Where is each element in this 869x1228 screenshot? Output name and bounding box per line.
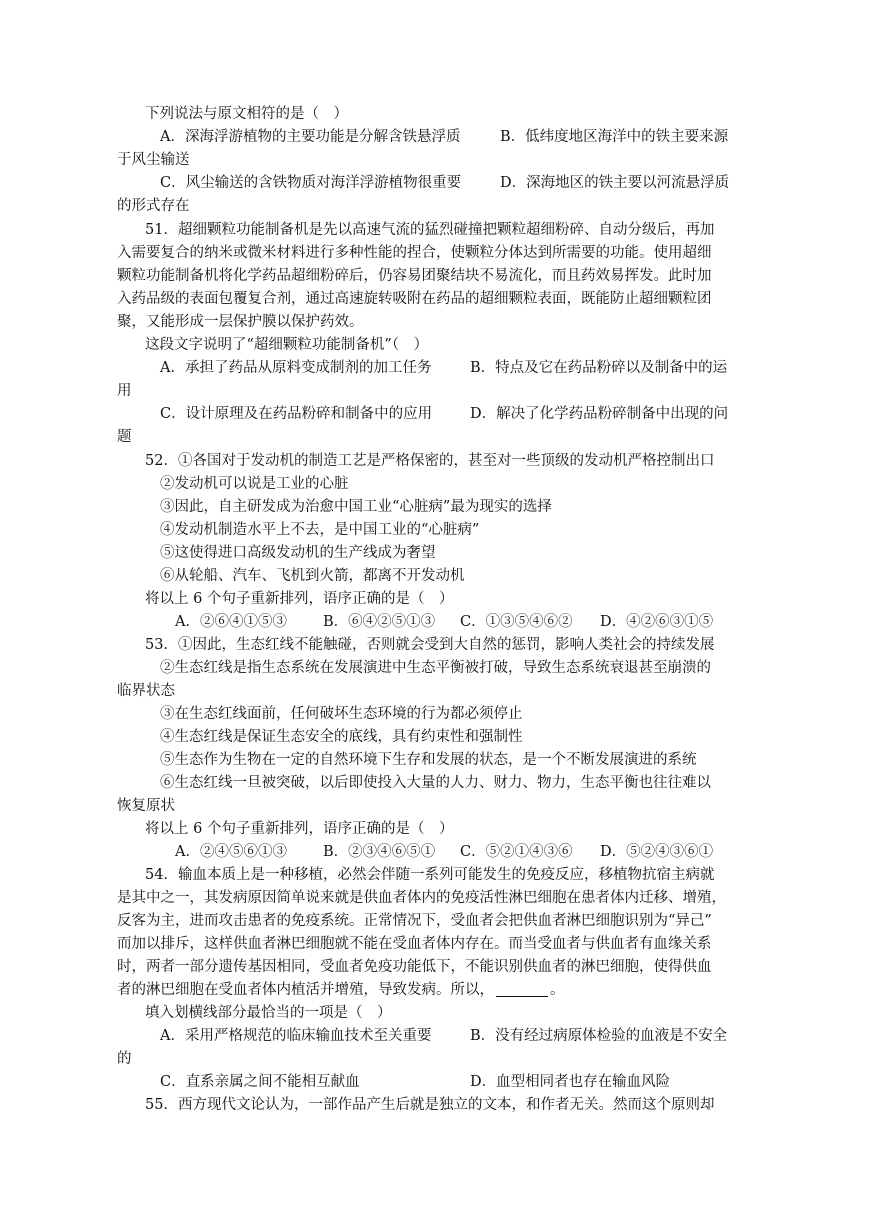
q52-sentence-5: ⑤这使得进口高级发动机的生产线成为奢望 xyxy=(160,545,436,561)
q50-stem: 下列说法与原文相符的是（ ） xyxy=(145,106,348,122)
q54-paragraph-last-line xyxy=(117,979,565,1001)
q51-option-b: B．特点及它在药品粉碎以及制备中的运 xyxy=(470,360,728,376)
q53-sentence-4: ④生态红线是保证生态安全的底线，具有约束性和强制性 xyxy=(160,729,523,745)
q51-paragraph-line: 51．超细颗粒功能制备机是先以高速气流的猛烈碰撞把颗粒超细粉碎、自动分级后，再加 xyxy=(145,222,715,238)
q53-sentence-1: 53．①因此，生态红线不能触碰，否则就会受到大自然的惩罚，影响人类社会的持续发展 xyxy=(145,637,715,653)
q54-option-b-cont: 的 xyxy=(117,1051,132,1067)
q53-sentence-2: ②生态红线是指生态系统在发展演进中生态平衡被打破，导致生态系统衰退甚至崩溃的 xyxy=(160,660,711,676)
q53-sentence-2-cont: 临界状态 xyxy=(117,683,175,699)
q53-sentence-3: ③在生态红线面前，任何破坏生态环境的行为都必须停止 xyxy=(160,706,523,722)
q52-sentence-2: ②发动机可以说是工业的心脏 xyxy=(160,476,349,492)
q50-option-a: A．深海浮游植物的主要功能是分解含铁悬浮质 xyxy=(160,129,461,145)
q50-option-d-cont: 的形式存在 xyxy=(117,198,190,214)
q51-option-b-cont: 用 xyxy=(117,383,132,399)
q53-stem: 将以上 6 个句子重新排列，语序正确的是（ ） xyxy=(145,821,454,837)
q51-paragraph-line: 聚，又能形成一层保护膜以保护药效。 xyxy=(117,314,364,330)
q54-paragraph-line: 时，两者一部分遗传基因相同，受血者免疫功能低下，不能识别供血者的淋巴细胞，使得供血 xyxy=(117,959,712,975)
q54-paragraph-line: 而加以排斥，这样供血者淋巴细胞就不能在受血者体内存在。而当受血者与供血者有血缘关系 xyxy=(117,936,712,952)
q55-paragraph-line: 55．西方现代文论认为，一部作品产生后就是独立的文本，和作者无关。然而这个原则却 xyxy=(145,1097,715,1113)
q51-paragraph-line: 颗粒功能制备机将化学药品超细粉碎后，仍容易团聚结块不易流化，而且药效易挥发。此时加 xyxy=(117,268,712,284)
q53-sentence-6-cont: 恢复原状 xyxy=(117,798,175,814)
q53-sentence-6: ⑥生态红线一旦被突破，以后即使投入大量的人力、财力、物力，生态平衡也往往难以 xyxy=(160,775,711,791)
q51-option-a: A．承担了药品从原料变成制剂的加工任务 xyxy=(160,360,432,376)
q54-option-a: A．采用严格规范的临床输血技术至关重要 xyxy=(160,1028,432,1044)
q54-paragraph-line: 反客为主，进而攻击患者的免疫系统。正常情况下，受血者会把供血者淋巴细胞识别为“异己” xyxy=(117,913,712,929)
q52-option-b: B．⑥④②⑤①③ xyxy=(323,614,436,630)
q53-option-d: D．⑤②④③⑥① xyxy=(600,844,714,860)
q51-option-d-cont: 题 xyxy=(117,429,132,445)
q53-option-b: B．②③④⑥⑤① xyxy=(323,844,436,860)
q52-sentence-6: ⑥从轮船、汽车、飞机到火箭，都离不开发动机 xyxy=(160,568,465,584)
q50-option-b: B．低纬度地区海洋中的铁主要来源 xyxy=(500,129,729,145)
q54-stem: 填入划横线部分最恰当的一项是（ ） xyxy=(145,1005,392,1021)
q54-paragraph-line: 是其中之一，其发病原因简单说来就是供血者体内的免疫活性淋巴细胞在患者体内迁移、增殖， xyxy=(117,890,726,906)
q51-paragraph-line: 入需要复合的纳米或微米材料进行多种性能的捏合，使颗粒分体达到所需要的功能。使用超细 xyxy=(117,245,712,261)
q50-option-d: D．深海地区的铁主要以河流悬浮质 xyxy=(500,175,730,191)
q52-option-c: C．①③⑤④⑥② xyxy=(460,614,573,630)
q50-option-c: C．风尘输送的含铁物质对海洋浮游植物很重要 xyxy=(160,175,462,191)
q51-option-d: D．解决了化学药品粉碎制备中出现的问 xyxy=(470,406,729,422)
q54-fill-blank xyxy=(496,996,548,997)
q52-sentence-3: ③因此，自主研发成为治愈中国工业“心脏病”最为现实的选择 xyxy=(160,499,552,515)
q54-paragraph-text: 者的淋巴细胞在受血者体内植活并增殖，导致发病。所以， xyxy=(117,982,494,998)
q52-sentence-1: 52．①各国对于发动机的制造工艺是严格保密的，甚至对一些顶级的发动机严格控制出口 xyxy=(145,453,715,469)
q51-option-c: C．设计原理及在药品粉碎和制备中的应用 xyxy=(160,406,433,422)
q54-paragraph-end: 。 xyxy=(550,982,565,998)
q53-option-a: A．②④⑤⑥①③ xyxy=(175,844,287,860)
q53-option-c: C．⑤②①④③⑥ xyxy=(460,844,573,860)
q51-paragraph-line: 入药品级的表面包覆复合剂，通过高速旋转吸附在药品的超细颗粒表面，既能防止超细颗粒团 xyxy=(117,291,712,307)
q54-option-d: D．血型相同者也存在输血风险 xyxy=(470,1074,671,1090)
q51-stem: 这段文字说明了“超细颗粒功能制备机”（ ） xyxy=(145,337,429,353)
q54-option-c: C．直系亲属之间不能相互献血 xyxy=(160,1074,360,1090)
q53-sentence-5: ⑤生态作为生物在一定的自然环境下生存和发展的状态，是一个不断发展演进的系统 xyxy=(160,752,697,768)
q54-paragraph-line: 54．输血本质上是一种移植，必然会伴随一系列可能发生的免疫反应，移植物抗宿主病就 xyxy=(145,867,715,883)
q52-option-a: A．②⑥④①⑤③ xyxy=(175,614,287,630)
q52-stem: 将以上 6 个句子重新排列，语序正确的是（ ） xyxy=(145,591,454,607)
q54-option-b: B．没有经过病原体检验的血液是不安全 xyxy=(470,1028,728,1044)
q52-sentence-4: ④发动机制造水平上不去，是中国工业的“心脏病” xyxy=(160,522,480,538)
q50-option-b-cont: 于风尘输送 xyxy=(117,152,190,168)
q52-option-d: D．④②⑥③①⑤ xyxy=(600,614,714,630)
